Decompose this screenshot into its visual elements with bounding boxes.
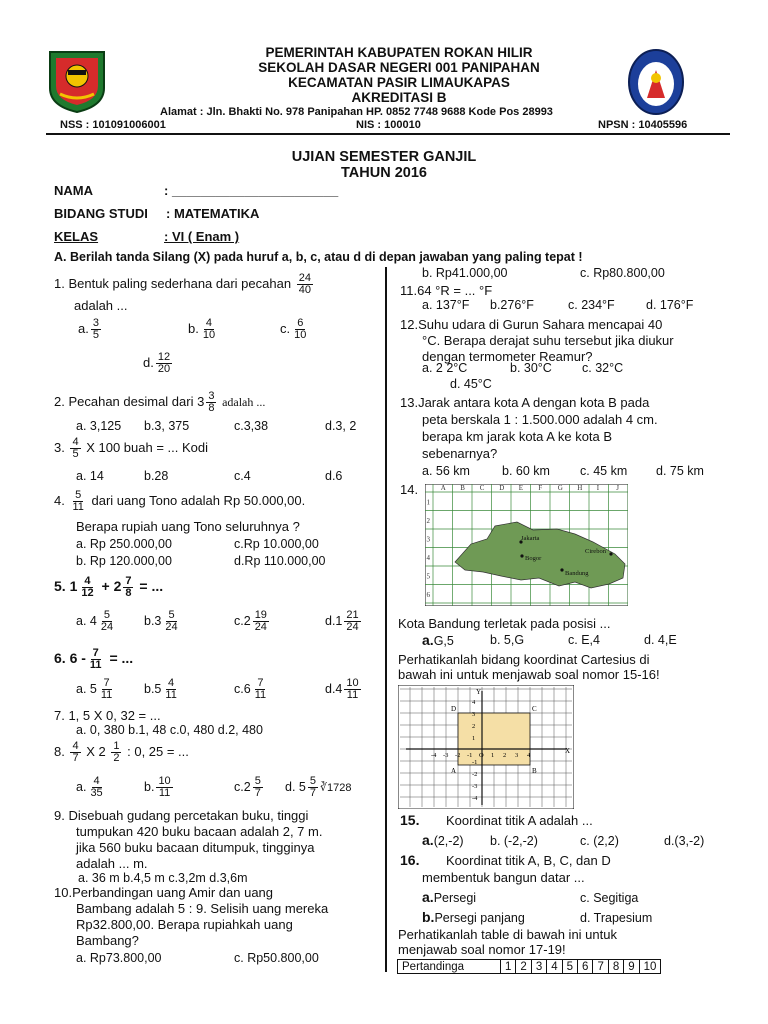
table-header-cell: 10 bbox=[639, 960, 661, 974]
q9-options[interactable]: a. 36 m b.4,5 m c.3,2m d.3,6m bbox=[78, 871, 248, 885]
q10-line-2: Bambang adalah 5 : 9. Selisih uang mereka bbox=[76, 901, 329, 916]
q14-option-d[interactable]: d. 4,E bbox=[644, 633, 677, 647]
column-divider bbox=[385, 267, 387, 972]
map-grid-figure bbox=[425, 484, 628, 606]
cartesian-y-tick: -4 bbox=[472, 795, 478, 802]
q16-text-2: membentuk bangun datar ... bbox=[422, 870, 585, 885]
q8-option-a[interactable]: a. $\frac{4}{35}$ bbox=[76, 775, 103, 799]
q13-option-b[interactable]: b. 60 km bbox=[502, 464, 550, 478]
nama-field[interactable]: : _______________________ bbox=[164, 183, 339, 198]
q10-line-3: Rp32.800,00. Berapa rupiahkah uang bbox=[76, 917, 293, 932]
q1-option-a[interactable]: a. $\frac{3}{5}$ bbox=[78, 317, 99, 341]
map-col-label: A bbox=[440, 484, 446, 492]
q2-option-b[interactable]: b.3, 375 bbox=[144, 419, 190, 433]
map-col-label: E bbox=[518, 484, 524, 492]
q11-option-a[interactable]: a. 137°F bbox=[422, 298, 470, 312]
cartesian-y-tick: -1 bbox=[472, 759, 478, 766]
q8-option-c[interactable]: c.2 $\frac{5}{7}$ bbox=[234, 775, 261, 799]
cartesian-x-tick: 1 bbox=[491, 752, 495, 759]
table-header-row bbox=[398, 960, 661, 974]
q7-options[interactable]: a. 0, 380 b.1, 48 c.0, 480 d.2, 480 bbox=[76, 723, 263, 737]
bandung-dot bbox=[560, 568, 563, 571]
question-4: 4. $\frac{5}{11}$ dari uang Tono adalah Rp 50.000,00. bbox=[54, 489, 306, 513]
map-row-label: 1 bbox=[426, 498, 430, 507]
q9-line-1: 9. Disebuah gudang percetakan buku, tinggi bbox=[54, 808, 309, 823]
q5-option-c[interactable]: c.2 $\frac{19}{24}$ bbox=[234, 609, 267, 633]
q14-text: Kota Bandung terletak pada posisi ... bbox=[398, 616, 611, 631]
table-header-cell: 6 bbox=[578, 960, 593, 974]
table-header-cell: 2 bbox=[516, 960, 531, 974]
cartesian-y-tick: -2 bbox=[472, 771, 478, 778]
q12-line-1: 12.Suhu udara di Gurun Sahara mencapai 40 bbox=[400, 317, 663, 332]
cartesian-x-tick: 3 bbox=[515, 752, 519, 759]
q1-fraction: $\frac{24}{40}$ bbox=[298, 272, 311, 296]
q6-option-b[interactable]: b.5 $\frac{4}{11}$ bbox=[144, 677, 177, 701]
q3-option-b[interactable]: b.28 bbox=[144, 469, 169, 483]
kelas-value: : VI ( Enam ) bbox=[164, 229, 240, 244]
q4-option-b[interactable]: b. Rp 120.000,00 bbox=[76, 554, 172, 568]
q12-option-b[interactable]: b. 30°C bbox=[510, 361, 552, 375]
q10-line-1: 10.Perbandingan uang Amir dan uang bbox=[54, 885, 274, 900]
q16-text: Koordinat titik A, B, C, dan D bbox=[446, 853, 611, 868]
q15-option-a[interactable]: a.(2,-2) bbox=[422, 832, 464, 848]
q16-option-d[interactable]: d. Trapesium bbox=[580, 911, 653, 925]
map-col-label: G bbox=[557, 484, 563, 492]
cartesian-x-tick: 2 bbox=[503, 752, 507, 759]
q10-option-c[interactable]: c. Rp50.800,00 bbox=[234, 951, 319, 965]
city-cirebon: Cirebon bbox=[585, 548, 606, 555]
q15-option-b[interactable]: b. (-2,-2) bbox=[490, 834, 538, 848]
city-bandung: Bandung bbox=[565, 570, 589, 577]
header-line-2: SEKOLAH DASAR NEGERI 001 PANIPAHAN bbox=[258, 60, 540, 75]
q12-line-2: °C. Berapa derajat suhu tersebut jika diukur bbox=[422, 333, 674, 348]
map-col-label: I bbox=[596, 484, 600, 492]
q1-text: 1. Bentuk paling sederhana dari pecahan bbox=[54, 275, 292, 291]
q12-line-3: dengan termometer Reamur? bbox=[422, 349, 593, 364]
bogor-dot bbox=[520, 554, 523, 557]
header-nis: NIS : 100010 bbox=[356, 119, 421, 131]
map-col-label: C bbox=[479, 484, 485, 492]
map-col-label: F bbox=[538, 484, 543, 492]
table-header-cell: 7 bbox=[593, 960, 608, 974]
q9-line-2: tumpukan 420 buku bacaan adalah 2, 7 m. bbox=[76, 824, 323, 839]
point-b: B bbox=[532, 767, 537, 775]
q1-option-d[interactable]: d. $\frac{12}{20}$ bbox=[143, 351, 171, 375]
point-d: D bbox=[451, 705, 457, 713]
q11-option-d[interactable]: d. 176°F bbox=[646, 298, 694, 312]
q2-option-c[interactable]: c.3,38 bbox=[234, 419, 269, 433]
cirebon-dot bbox=[609, 552, 612, 555]
q10-option-d[interactable]: c. Rp80.800,00 bbox=[580, 266, 665, 280]
q14-option-a[interactable]: a.G,5 bbox=[422, 632, 454, 648]
map-row-label: 4 bbox=[426, 553, 430, 562]
map-col-label: J bbox=[616, 484, 619, 492]
cartesius-intro-1: Perhatikanlah bidang koordinat Cartesius di bbox=[398, 652, 650, 667]
q15-option-c[interactable]: c. (2,2) bbox=[580, 834, 619, 848]
header-line-1: PEMERINTAH KABUPATEN ROKAN HILIR bbox=[265, 45, 533, 60]
q14-option-b[interactable]: b. 5,G bbox=[490, 633, 525, 647]
q10-option-b[interactable]: b. Rp41.000,00 bbox=[422, 266, 508, 280]
exam-year: TAHUN 2016 bbox=[341, 165, 427, 181]
q11-option-c[interactable]: c. 234°F bbox=[568, 298, 615, 312]
question-3: 3. $\frac{4}{5}$ X 100 buah = ... Kodi bbox=[54, 436, 209, 460]
q12-option-d[interactable]: d. 45°C bbox=[450, 377, 492, 391]
q3-option-d[interactable]: d.6 bbox=[325, 469, 343, 483]
header-divider bbox=[46, 133, 730, 135]
cartesian-x-tick: -1 bbox=[467, 752, 473, 759]
table-header-cell: 8 bbox=[608, 960, 623, 974]
cartesian-y-tick: 4 bbox=[472, 699, 476, 706]
y-axis-label: Y bbox=[476, 688, 482, 696]
q3-option-a[interactable]: a. 14 bbox=[76, 469, 104, 483]
question-7: 7. 1, 5 X 0, 32 = ... bbox=[54, 708, 161, 723]
map-col-label: D bbox=[499, 484, 505, 492]
q14-number: 14. bbox=[400, 482, 419, 497]
q2-option-d[interactable]: d.3, 2 bbox=[325, 419, 357, 433]
q9-line-3: jika 560 buku bacaan ditumpuk, tingginya bbox=[76, 840, 315, 855]
q1-text-2: adalah ... bbox=[74, 298, 128, 313]
q5-option-d[interactable]: d.1 $\frac{21}{24}$ bbox=[325, 609, 359, 633]
q13-option-c[interactable]: c. 45 km bbox=[580, 464, 628, 478]
x-axis-label: X bbox=[565, 747, 571, 755]
cartesian-x-tick: -3 bbox=[443, 752, 449, 759]
cartesian-y-tick: -3 bbox=[472, 783, 478, 790]
header-line-3: KECAMATAN PASIR LIMAUKAPAS bbox=[288, 75, 510, 90]
map-row-label: 5 bbox=[426, 572, 430, 581]
q4-option-d[interactable]: d.Rp 110.000,00 bbox=[234, 554, 326, 568]
question-6: 6. 6 - $\frac{7}{11}$ = ... bbox=[54, 647, 134, 671]
header-address: Alamat : Jln. Bhakti No. 978 Panipahan HP. 0852 7748 9688 Kode Pos 28993 bbox=[160, 106, 553, 118]
q16-option-c[interactable]: c. Segitiga bbox=[580, 891, 639, 905]
bidang-value: : MATEMATIKA bbox=[166, 206, 260, 221]
kelas-label: KELAS bbox=[54, 229, 99, 244]
q10-option-a[interactable]: a. Rp73.800,00 bbox=[76, 951, 162, 965]
q6-option-c[interactable]: c.6 $\frac{7}{11}$ bbox=[234, 677, 267, 701]
table-header-cell: 3 bbox=[531, 960, 546, 974]
q1-option-c[interactable]: c. $\frac{6}{10}$ bbox=[280, 317, 307, 341]
cartesian-y-tick: 2 bbox=[472, 723, 476, 730]
instruction: A. Berilah tanda Silang (X) pada huruf a, b, c, atau d di depan jawaban yang paling tepat ! bbox=[54, 250, 583, 264]
table-header-cell: 5 bbox=[562, 960, 577, 974]
map-col-label: H bbox=[577, 484, 583, 492]
nama-label: NAMA bbox=[54, 183, 93, 198]
q1-option-b[interactable]: b. $\frac{4}{10}$ bbox=[188, 317, 216, 341]
city-jakarta: Jakarta bbox=[521, 535, 540, 542]
q15-number: 15. bbox=[400, 812, 420, 828]
q12-option-c[interactable]: c. 32°C bbox=[582, 361, 624, 375]
cartesian-plane-figure bbox=[398, 685, 574, 809]
q10-line-4: Bambang? bbox=[76, 933, 139, 948]
q13-option-d[interactable]: d. 75 km bbox=[656, 464, 704, 478]
question-5: 5. 1 $\frac{4}{12}$ + 2 $\frac{7}{8}$ = ... bbox=[54, 575, 164, 599]
question-2: 2. Pecahan desimal dari 3 $\frac{3}{8}$ adalah ... bbox=[54, 390, 266, 414]
q3-option-c[interactable]: c.4 bbox=[234, 469, 251, 483]
cartesian-y-tick: 3 bbox=[472, 711, 476, 718]
q9-line-4: adalah ... m. bbox=[76, 856, 148, 871]
q13-line-3: berapa km jarak kota A ke kota B bbox=[422, 429, 613, 444]
point-c: C bbox=[532, 705, 537, 713]
question-8: 8. $\frac{4}{7}$ X 2 $\frac{1}{2}$ : 0, 25 = ... bbox=[54, 740, 189, 764]
exam-title: UJIAN SEMESTER GANJIL bbox=[291, 149, 477, 165]
q8-option-d[interactable]: d. 5 $\frac{5}{7}$ ∛1728 bbox=[285, 775, 352, 799]
q12-option-a[interactable]: a. 2 2°C bbox=[422, 361, 468, 375]
match-table bbox=[397, 959, 661, 974]
q8-option-b[interactable]: b. $\frac{10}{11}$ bbox=[144, 775, 171, 799]
question-1 bbox=[54, 273, 315, 296]
city-bogor: Bogor bbox=[525, 555, 542, 562]
cartesian-x-tick: 4 bbox=[527, 752, 531, 759]
table-intro-1: Perhatikanlah table di bawah ini untuk bbox=[398, 927, 617, 942]
map-row-label: 3 bbox=[426, 535, 430, 544]
q2-option-a[interactable]: a. 3,125 bbox=[76, 419, 122, 433]
table-header-cell: 4 bbox=[547, 960, 562, 974]
q16-option-a[interactable]: a.Persegi bbox=[422, 889, 477, 905]
table-header-cell: 1 bbox=[501, 960, 516, 974]
q15-option-d[interactable]: d.(3,-2) bbox=[664, 834, 705, 848]
map-row-label: 2 bbox=[426, 516, 430, 525]
q11-option-b[interactable]: b.276°F bbox=[490, 298, 534, 312]
header-nss: NSS : 101091006001 bbox=[60, 119, 166, 131]
bidang-label: BIDANG STUDI bbox=[54, 206, 148, 221]
map-col-label: B bbox=[460, 484, 465, 492]
q16-option-b[interactable]: b.Persegi panjang bbox=[422, 909, 525, 925]
q14-option-c[interactable]: c. E,4 bbox=[568, 633, 600, 647]
header-line-4: AKREDITASI B bbox=[351, 90, 447, 105]
header-npsn: NPSN : 10405596 bbox=[598, 119, 688, 131]
cartesian-x-tick: O bbox=[479, 752, 484, 759]
q6-option-a[interactable]: a. 5 $\frac{7}{11}$ bbox=[76, 677, 113, 701]
cartesian-x-tick: -2 bbox=[455, 752, 461, 759]
table-header-cell: Pertandinga bbox=[398, 960, 501, 974]
q6-option-d[interactable]: d.4 $\frac{10}{11}$ bbox=[325, 677, 359, 701]
cartesius-intro-2: bawah ini untuk menjawab soal nomor 15-16! bbox=[398, 667, 660, 682]
question-11: 11.64 °R = ... °F bbox=[400, 283, 493, 298]
q13-line-4: sebenarnya? bbox=[422, 446, 498, 461]
q16-number: 16. bbox=[400, 852, 420, 868]
q4-text-2: Berapa rupiah uang Tono seluruhnya ? bbox=[76, 519, 300, 534]
table-header-cell: 9 bbox=[624, 960, 639, 974]
map-row-label: 6 bbox=[426, 590, 430, 599]
q13-option-a[interactable]: a. 56 km bbox=[422, 464, 470, 478]
cartesian-y-tick: 1 bbox=[472, 735, 476, 742]
q5-option-b[interactable]: b.3 $\frac{5}{24}$ bbox=[144, 609, 178, 633]
q5-option-a[interactable]: a. 4 $\frac{5}{24}$ bbox=[76, 609, 114, 633]
q4-option-a[interactable]: a. Rp 250.000,00 bbox=[76, 537, 172, 551]
q15-text: Koordinat titik A adalah ... bbox=[446, 813, 593, 828]
q13-line-2: peta berskala 1 : 1.500.000 adalah 4 cm. bbox=[422, 412, 658, 427]
cartesian-x-tick: -4 bbox=[431, 752, 437, 759]
q4-option-c[interactable]: c.Rp 10.000,00 bbox=[234, 537, 319, 551]
point-a: A bbox=[451, 767, 457, 775]
table-intro-2: menjawab soal nomor 17-19! bbox=[398, 942, 566, 957]
q13-line-1: 13.Jarak antara kota A dengan kota B pada bbox=[400, 395, 650, 410]
